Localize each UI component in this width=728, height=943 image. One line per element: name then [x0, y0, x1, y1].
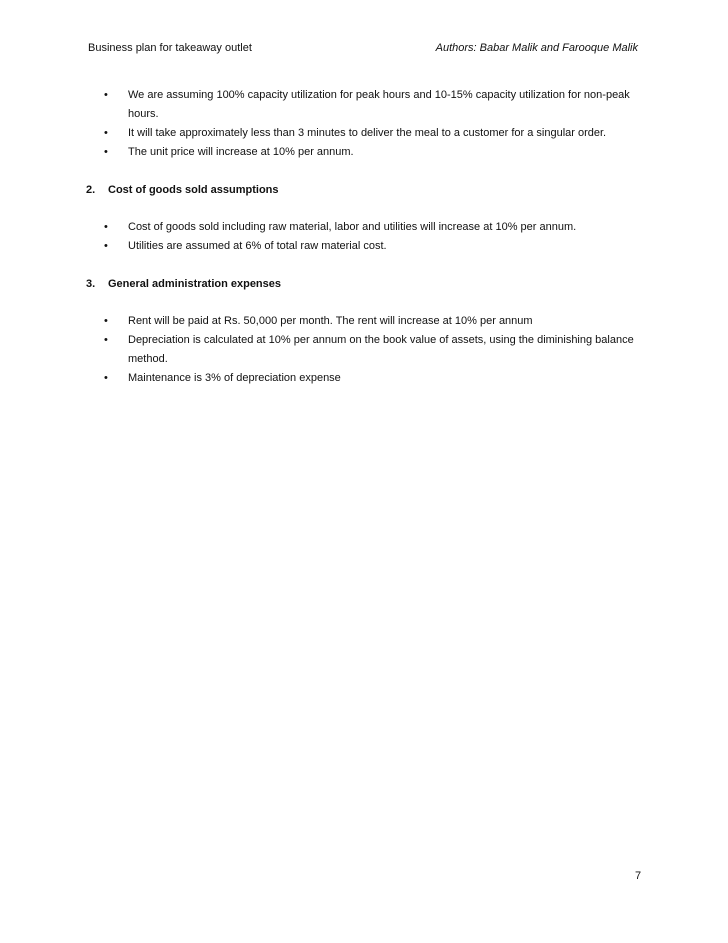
- list-item: [86, 312, 646, 331]
- header-authors: Authors: Babar Malik and Farooque Malik: [435, 42, 638, 54]
- list-item: [86, 86, 646, 124]
- section-heading: [86, 181, 646, 200]
- list-item-text: The unit price will increase at 10% per annum.: [128, 146, 354, 158]
- list-item-text: Rent will be paid at Rs. 50,000 per month. The rent will increase at 10% per annum: [128, 315, 533, 327]
- list-item: [86, 218, 646, 237]
- page-header: [88, 42, 648, 60]
- section-general-administration-expenses: [86, 275, 646, 388]
- bullet-icon: •: [104, 127, 108, 139]
- list-item-text: It will take approximately less than 3 minutes to deliver the meal to a customer for a singular order.: [128, 127, 607, 139]
- section-heading: [86, 275, 646, 294]
- section-cost-of-goods-sold: [86, 181, 646, 256]
- bullet-icon: •: [104, 240, 108, 252]
- list-item: [86, 331, 646, 369]
- bullet-icon: •: [104, 334, 108, 346]
- intro-bullet-list: [86, 86, 646, 162]
- list-item-text: Utilities are assumed at 6% of total raw material cost.: [128, 240, 387, 252]
- bullet-icon: •: [104, 372, 108, 384]
- section-title: Cost of goods sold assumptions: [108, 184, 279, 196]
- page-number: 7: [635, 870, 642, 882]
- section-title: General administration expenses: [108, 278, 282, 290]
- bullet-icon: •: [104, 315, 108, 327]
- list-item: [86, 369, 646, 388]
- list-item-text: Cost of goods sold including raw material, labor and utilities will increase at 10% per annum.: [128, 221, 577, 233]
- list-item-text: We are assuming 100% capacity utilization for peak hours and 10-15% capacity utilization for non-peak hours.: [128, 89, 630, 120]
- section-number: 2.: [86, 184, 96, 196]
- list-item-text: Maintenance is 3% of depreciation expense: [128, 372, 341, 384]
- list-item: [86, 124, 646, 143]
- admin-bullet-list: [86, 312, 646, 388]
- list-item: [86, 143, 646, 162]
- list-item-text: Depreciation is calculated at 10% per annum on the book value of assets, using the diminishing balance method.: [128, 334, 634, 365]
- list-item: [86, 237, 646, 256]
- cogs-bullet-list: [86, 218, 646, 256]
- bullet-icon: •: [104, 146, 108, 158]
- section-number: 3.: [86, 278, 96, 290]
- page-content: [86, 86, 646, 388]
- header-document-title: Business plan for takeaway outlet: [88, 42, 252, 54]
- bullet-icon: •: [104, 221, 108, 233]
- bullet-icon: •: [104, 89, 108, 101]
